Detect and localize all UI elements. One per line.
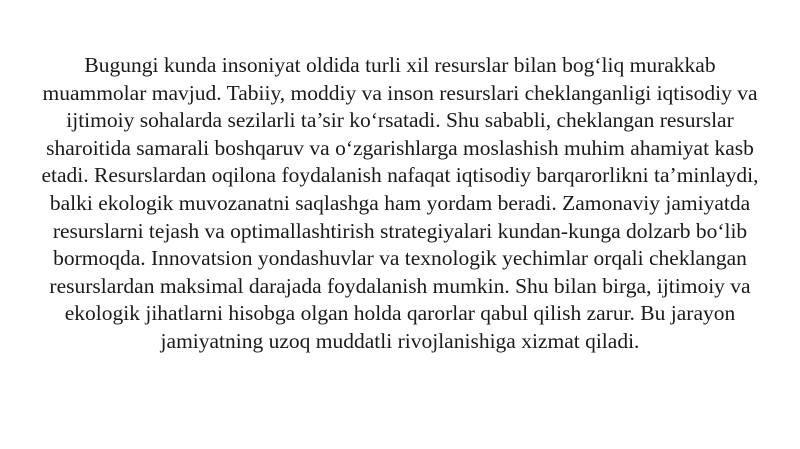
text-line-2: muammolar mavjud. Tabiiy, moddiy va inson resurslari cheklanganligi iqtisodiy va [42,80,758,105]
text-line-10: ekologik jihatlarni hisobga olgan holda qarorlar qabul qilish zarur. Bu jarayon [64,301,736,326]
text-line-9: resurslardan maksimal darajada foydalanish mumkin. Shu bilan birga, ijtimoiy va [49,273,751,298]
body-paragraph [0,52,800,356]
text-line-8: bormoqda. Innovatsion yondashuvlar va texnologik yechimlar orqali cheklangan [53,246,747,271]
text-line-6: balki ekologik muvozanatni saqlashga ham yordam beradi. Zamonaviy jamiyatda [49,190,751,215]
text-line-4: sharoitida samarali boshqaruv va o‘zgarishlarga moslashish muhim ahamiyat kasb [46,135,754,160]
text-line-11: jamiyatning uzoq muddatli rivojlanishiga xizmat qiladi. [160,328,640,353]
text-line-7: resurslarni tejash va optimallashtirish strategiyalari kundan-kunga dolzarb bo‘lib [52,218,748,243]
text-line-5: etadi. Resurslardan oqilona foydalanish nafaqat iqtisodiy barqarorlikni ta’minlaydi, [41,163,759,188]
text-line-1: Bugungi kunda insoniyat oldida turli xil resurslar bilan bog‘liq murakkab [84,53,716,77]
text-line-3: ijtimoiy sohalarda sezilarli ta’sir ko‘rsatadi. Shu sababli, cheklangan resurslar [66,108,734,133]
